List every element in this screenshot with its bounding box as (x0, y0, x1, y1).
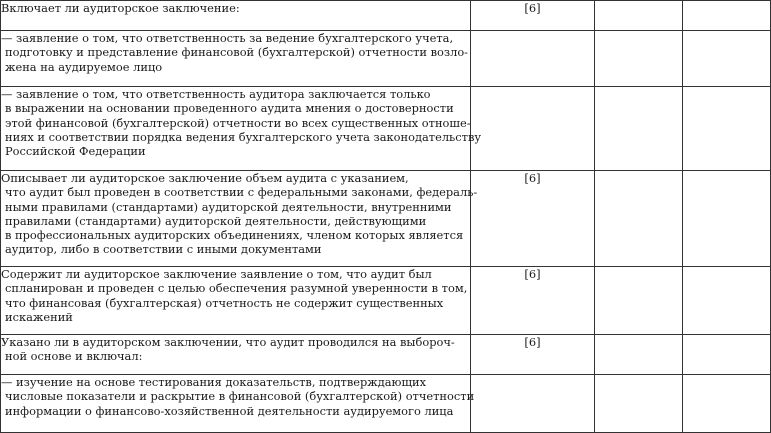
answer-cell[interactable] (595, 171, 683, 267)
reference-cell: [6] (471, 335, 595, 375)
table-row (1, 31, 771, 87)
answer-cell[interactable] (595, 87, 683, 171)
question-line: числовые показатели и раскрытие в финансовой (бухгалтерской) отчетности (5, 389, 475, 404)
comment-cell[interactable] (683, 1, 771, 31)
question-line: ными правилами (стандартами) аудиторской деятельности, внутренними (5, 199, 452, 214)
question-line: Содержит ли аудиторское заключение заявление о том, что аудит был (1, 267, 432, 281)
question-line: в профессиональных аудиторских объединениях, членом которых является (5, 228, 464, 243)
question-line: Российской Федерации (5, 144, 146, 159)
answer-cell[interactable] (595, 1, 683, 31)
question-line: — заявление о том, что ответственность аудитора заключается только (1, 87, 431, 101)
comment-cell[interactable] (683, 335, 771, 375)
question-line: этой финансовой (бухгалтерской) отчетности во всех существенных отноше- (5, 115, 471, 130)
question-line: искажений (5, 309, 73, 324)
comment-cell[interactable] (683, 87, 771, 171)
table-row (1, 87, 771, 171)
comment-cell[interactable] (683, 31, 771, 87)
reference-cell (471, 375, 595, 433)
question-cell (1, 171, 478, 267)
table-row (1, 1, 771, 31)
question-line: аудитор, либо в соответствии с иными документами (5, 242, 322, 257)
question-line: Указано ли в аудиторском заключении, что аудит проводился на выбороч- (1, 335, 455, 349)
question-cell (1, 1, 471, 31)
question-line: в выражении на основании проведенного аудита мнения о достоверности (5, 101, 454, 116)
question-cell (1, 267, 471, 335)
comment-cell[interactable] (683, 171, 771, 267)
question-cell (1, 335, 471, 375)
table-row (1, 375, 771, 433)
answer-cell[interactable] (595, 335, 683, 375)
question-cell (1, 87, 482, 171)
question-cell (1, 31, 471, 87)
answer-cell[interactable] (595, 31, 683, 87)
answer-cell[interactable] (595, 267, 683, 335)
question-line: ниях и соответствии порядка ведения бухгалтерского учета законодательству (5, 129, 482, 144)
question-line: Включает ли аудиторское заключение: (1, 1, 240, 15)
table-row (1, 335, 771, 375)
reference-cell: [6] (471, 267, 595, 335)
question-line: спланирован и проведен с целью обеспечения разумной уверенности в том, (5, 281, 468, 296)
table-row (1, 267, 771, 335)
answer-cell[interactable] (595, 375, 683, 433)
question-line: жена на аудируемое лицо (5, 59, 163, 74)
question-line: — заявление о том, что ответственность за ведение бухгалтерского учета, (1, 31, 454, 45)
question-line: что финансовая (бухгалтерская) отчетность не содержит существенных (5, 295, 444, 310)
question-line: подготовку и представление финансовой (бухгалтерской) отчетности возло- (5, 45, 469, 60)
question-line: ной основе и включал: (5, 349, 143, 364)
question-line: Описывает ли аудиторское заключение объем аудита с указанием, (1, 171, 409, 185)
question-line: — изучение на основе тестирования доказательств, подтверждающих (1, 375, 427, 389)
table-row (1, 171, 771, 267)
question-line: правилами (стандартами) аудиторской деятельности, действующими (5, 213, 427, 228)
reference-cell (471, 31, 595, 87)
question-line: информации о финансово-хозяйственной деятельности аудируемого лица (5, 403, 454, 418)
question-line: что аудит был проведен в соответствии с федеральными законами, федераль- (5, 185, 478, 200)
comment-cell[interactable] (683, 267, 771, 335)
reference-cell: [6] (471, 171, 595, 267)
question-cell (1, 375, 475, 433)
reference-cell: [6] (471, 1, 595, 31)
comment-cell[interactable] (683, 375, 771, 433)
reference-cell (471, 87, 595, 171)
